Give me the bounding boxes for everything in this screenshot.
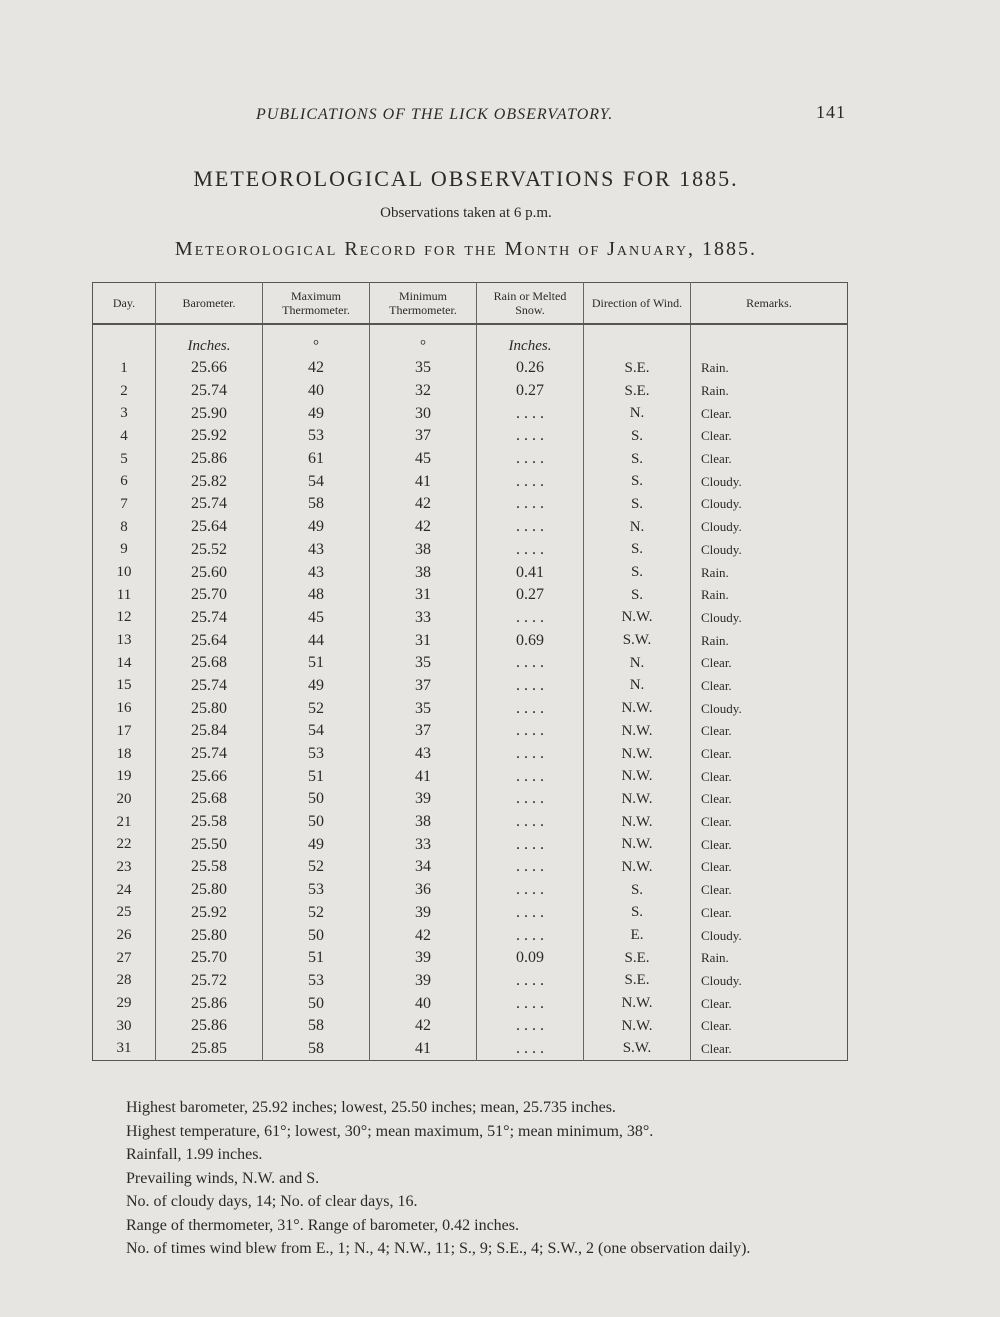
wind-direction-cell: S. — [584, 879, 691, 902]
wind-direction-cell: N.W. — [584, 697, 691, 720]
remarks-cell: Clear. — [691, 833, 848, 856]
day-cell: 20 — [116, 790, 132, 807]
max-temp-cell: 45 — [263, 607, 370, 630]
wind-direction-cell: S. — [584, 448, 691, 471]
rain-cell: 0.27 — [477, 380, 584, 403]
table-body — [93, 324, 848, 1061]
remarks-cell: Cloudy. — [691, 970, 848, 993]
remarks-cell: Clear. — [691, 879, 848, 902]
min-temp-cell: 45 — [370, 448, 477, 471]
max-temp-cell: 50 — [263, 992, 370, 1015]
remarks-cell: Rain. — [691, 584, 848, 607]
rain-cell: . . . . — [477, 879, 584, 902]
column-header-remarks: Remarks. — [691, 283, 848, 325]
table-row — [93, 879, 848, 902]
min-temp-cell: 37 — [370, 425, 477, 448]
summary-line: No. of times wind blew from E., 1; N., 4; N.W., 11; S., 9; S.E., 4; S.W., 2 (one observation daily). — [126, 1240, 751, 1257]
barometer-cell: 25.74 — [156, 675, 263, 698]
max-temp-cell: 54 — [263, 470, 370, 493]
rain-cell: . . . . — [477, 720, 584, 743]
day-cell: 24 — [116, 881, 132, 898]
remarks-cell: Rain. — [691, 357, 848, 380]
remarks-cell: Cloudy. — [691, 493, 848, 516]
rain-cell: 0.27 — [477, 584, 584, 607]
table-row — [93, 539, 848, 562]
page-subtitle: Observations taken at 6 p.m. — [380, 205, 552, 221]
wind-direction-cell: S. — [584, 493, 691, 516]
unit-cell-rain: Inches. — [477, 324, 584, 357]
barometer-cell: 25.84 — [156, 720, 263, 743]
min-temp-cell: 31 — [370, 629, 477, 652]
wind-direction-cell: S.W. — [584, 1038, 691, 1061]
max-temp-cell: 51 — [263, 652, 370, 675]
wind-direction-cell: S. — [584, 902, 691, 925]
remarks-cell: Clear. — [691, 811, 848, 834]
min-temp-cell: 42 — [370, 493, 477, 516]
barometer-cell: 25.60 — [156, 561, 263, 584]
wind-direction-cell: N. — [584, 516, 691, 539]
min-temp-cell: 32 — [370, 380, 477, 403]
table-row — [93, 743, 848, 766]
max-temp-cell: 48 — [263, 584, 370, 607]
barometer-cell: 25.66 — [156, 765, 263, 788]
day-cell: 22 — [116, 836, 132, 853]
wind-direction-cell: S.E. — [584, 380, 691, 403]
barometer-cell: 25.80 — [156, 924, 263, 947]
unit-cell-min: ° — [370, 324, 477, 357]
remarks-cell: Clear. — [691, 652, 848, 675]
wind-direction-cell: N.W. — [584, 856, 691, 879]
table-row — [93, 607, 848, 630]
table-row — [93, 924, 848, 947]
max-temp-cell: 61 — [263, 448, 370, 471]
rain-cell: . . . . — [477, 448, 584, 471]
summary-line: Rainfall, 1.99 inches. — [126, 1146, 263, 1163]
remarks-cell: Rain. — [691, 947, 848, 970]
record-title: Meteorological Record for the Month of January, 1885. — [174, 238, 758, 260]
column-header-day: Day. — [93, 283, 156, 325]
wind-direction-cell: S. — [584, 425, 691, 448]
day-cell: 23 — [116, 858, 132, 875]
unit-cell-day — [93, 324, 156, 357]
day-cell: 26 — [116, 927, 132, 944]
wind-direction-cell: S. — [584, 539, 691, 562]
remarks-cell: Clear. — [691, 902, 848, 925]
barometer-cell: 25.70 — [156, 584, 263, 607]
min-temp-cell: 33 — [370, 607, 477, 630]
max-temp-cell: 53 — [263, 425, 370, 448]
remarks-cell: Cloudy. — [691, 607, 848, 630]
wind-direction-cell: S. — [584, 584, 691, 607]
table-row — [93, 448, 848, 471]
min-temp-cell: 35 — [370, 357, 477, 380]
rain-cell: . . . . — [477, 607, 584, 630]
day-cell: 27 — [116, 949, 132, 966]
remarks-cell: Cloudy. — [691, 697, 848, 720]
day-cell: 19 — [116, 768, 132, 785]
barometer-cell: 25.74 — [156, 743, 263, 766]
max-temp-cell: 49 — [263, 516, 370, 539]
meteorological-record-table — [92, 282, 848, 1061]
rain-cell: . . . . — [477, 516, 584, 539]
day-cell: 31 — [116, 1040, 132, 1057]
max-temp-cell: 58 — [263, 493, 370, 516]
max-temp-cell: 49 — [263, 675, 370, 698]
min-temp-cell: 42 — [370, 516, 477, 539]
day-cell: 15 — [116, 677, 132, 694]
table-row — [93, 1038, 848, 1061]
summary-line: Prevailing winds, N.W. and S. — [126, 1169, 320, 1187]
summary-line: Highest barometer, 25.92 inches; lowest, 25.50 inches; mean, 25.735 inches. — [126, 1099, 616, 1116]
min-temp-cell: 33 — [370, 833, 477, 856]
table-row — [93, 765, 848, 788]
summary-line: Range of thermometer, 31°. Range of barometer, 0.42 inches. — [126, 1216, 519, 1234]
wind-direction-cell: S. — [584, 561, 691, 584]
table-row — [93, 697, 848, 720]
rain-cell: . . . . — [477, 970, 584, 993]
table-row — [93, 1015, 848, 1038]
max-temp-cell: 51 — [263, 765, 370, 788]
remarks-cell: Clear. — [691, 743, 848, 766]
day-cell: 8 — [120, 518, 128, 535]
min-temp-cell: 41 — [370, 765, 477, 788]
barometer-cell: 25.92 — [156, 902, 263, 925]
remarks-cell: Clear. — [691, 425, 848, 448]
max-temp-cell: 43 — [263, 561, 370, 584]
day-cell: 29 — [116, 995, 132, 1012]
rain-cell: . . . . — [477, 992, 584, 1015]
table-row — [93, 970, 848, 993]
day-cell: 2 — [120, 382, 128, 399]
remarks-cell: Clear. — [691, 448, 848, 471]
unit-cell-remarks — [691, 324, 848, 357]
remarks-cell: Clear. — [691, 402, 848, 425]
max-temp-cell: 44 — [263, 629, 370, 652]
remarks-cell: Cloudy. — [691, 539, 848, 562]
remarks-cell: Clear. — [691, 788, 848, 811]
wind-direction-cell: S. — [584, 470, 691, 493]
wind-direction-cell: S.W. — [584, 629, 691, 652]
rain-cell: . . . . — [477, 652, 584, 675]
table-row — [93, 720, 848, 743]
barometer-cell: 25.66 — [156, 357, 263, 380]
day-cell: 10 — [116, 564, 132, 581]
wind-direction-cell: N. — [584, 652, 691, 675]
min-temp-cell: 31 — [370, 584, 477, 607]
max-temp-cell: 52 — [263, 856, 370, 879]
column-header-wind: Direction of Wind. — [584, 283, 691, 325]
barometer-cell: 25.92 — [156, 425, 263, 448]
wind-direction-cell: N.W. — [584, 765, 691, 788]
max-temp-cell: 58 — [263, 1038, 370, 1061]
day-cell: 25 — [116, 904, 132, 921]
table-row — [93, 675, 848, 698]
day-cell: 11 — [116, 586, 132, 603]
table-row — [93, 947, 848, 970]
barometer-cell: 25.86 — [156, 1015, 263, 1038]
max-temp-cell: 53 — [263, 879, 370, 902]
remarks-cell: Cloudy. — [691, 516, 848, 539]
rain-cell: . . . . — [477, 924, 584, 947]
min-temp-cell: 37 — [370, 675, 477, 698]
wind-direction-cell: N.W. — [584, 788, 691, 811]
barometer-cell: 25.58 — [156, 811, 263, 834]
remarks-cell: Clear. — [691, 765, 848, 788]
min-temp-cell: 39 — [370, 902, 477, 925]
wind-direction-cell: N.W. — [584, 811, 691, 834]
rain-cell: . . . . — [477, 833, 584, 856]
day-cell: 5 — [120, 450, 128, 467]
rain-cell: . . . . — [477, 402, 584, 425]
min-temp-cell: 38 — [370, 561, 477, 584]
barometer-cell: 25.68 — [156, 652, 263, 675]
day-cell: 14 — [116, 654, 132, 671]
remarks-cell: Cloudy. — [691, 924, 848, 947]
table-header-row — [93, 283, 848, 325]
min-temp-cell: 34 — [370, 856, 477, 879]
max-temp-cell: 52 — [263, 697, 370, 720]
barometer-cell: 25.58 — [156, 856, 263, 879]
day-cell: 17 — [116, 722, 132, 739]
barometer-cell: 25.52 — [156, 539, 263, 562]
min-temp-cell: 42 — [370, 1015, 477, 1038]
wind-direction-cell: N.W. — [584, 607, 691, 630]
max-temp-cell: 42 — [263, 357, 370, 380]
rain-cell: . . . . — [477, 493, 584, 516]
day-cell: 7 — [120, 495, 128, 512]
min-temp-cell: 41 — [370, 470, 477, 493]
day-cell: 13 — [116, 632, 132, 649]
min-temp-cell: 36 — [370, 879, 477, 902]
table-row — [93, 402, 848, 425]
wind-direction-cell: N.W. — [584, 743, 691, 766]
page-title: METEOROLOGICAL OBSERVATIONS FOR 1885. — [193, 166, 739, 191]
page-number: 141 — [816, 102, 846, 122]
min-temp-cell: 42 — [370, 924, 477, 947]
table-row — [93, 493, 848, 516]
table-row — [93, 629, 848, 652]
wind-direction-cell: N. — [584, 402, 691, 425]
max-temp-cell: 53 — [263, 743, 370, 766]
rain-cell: . . . . — [477, 470, 584, 493]
max-temp-cell: 50 — [263, 811, 370, 834]
day-cell: 12 — [116, 609, 132, 626]
day-cell: 6 — [120, 473, 128, 490]
unit-cell-barometer: Inches. — [156, 324, 263, 357]
rain-cell: . . . . — [477, 697, 584, 720]
unit-cell-max: ° — [263, 324, 370, 357]
barometer-cell: 25.82 — [156, 470, 263, 493]
max-temp-cell: 58 — [263, 1015, 370, 1038]
barometer-cell: 25.86 — [156, 992, 263, 1015]
max-temp-cell: 50 — [263, 924, 370, 947]
min-temp-cell: 38 — [370, 539, 477, 562]
rain-cell: . . . . — [477, 765, 584, 788]
barometer-cell: 25.74 — [156, 380, 263, 403]
wind-direction-cell: S.E. — [584, 947, 691, 970]
max-temp-cell: 54 — [263, 720, 370, 743]
barometer-cell: 25.90 — [156, 402, 263, 425]
min-temp-cell: 30 — [370, 402, 477, 425]
min-temp-cell: 41 — [370, 1038, 477, 1061]
table-row — [93, 380, 848, 403]
table-row — [93, 652, 848, 675]
remarks-cell: Clear. — [691, 720, 848, 743]
remarks-cell: Cloudy. — [691, 470, 848, 493]
barometer-cell: 25.64 — [156, 629, 263, 652]
rain-cell: . . . . — [477, 856, 584, 879]
day-cell: 16 — [116, 700, 132, 717]
barometer-cell: 25.50 — [156, 833, 263, 856]
min-temp-cell: 39 — [370, 970, 477, 993]
rain-cell: . . . . — [477, 675, 584, 698]
rain-cell: 0.41 — [477, 561, 584, 584]
table-row — [93, 811, 848, 834]
max-temp-cell: 51 — [263, 947, 370, 970]
barometer-cell: 25.80 — [156, 879, 263, 902]
min-temp-cell: 39 — [370, 788, 477, 811]
rain-cell: . . . . — [477, 811, 584, 834]
barometer-cell: 25.72 — [156, 970, 263, 993]
barometer-cell: 25.64 — [156, 516, 263, 539]
wind-direction-cell: S.E. — [584, 970, 691, 993]
rain-cell: . . . . — [477, 743, 584, 766]
min-temp-cell: 38 — [370, 811, 477, 834]
rain-cell: 0.69 — [477, 629, 584, 652]
wind-direction-cell: N. — [584, 675, 691, 698]
day-cell: 4 — [120, 427, 128, 444]
table-row — [93, 425, 848, 448]
barometer-cell: 25.68 — [156, 788, 263, 811]
column-header-barometer: Barometer. — [156, 283, 263, 325]
barometer-cell: 25.74 — [156, 493, 263, 516]
min-temp-cell: 43 — [370, 743, 477, 766]
summary-line: No. of cloudy days, 14; No. of clear days, 16. — [126, 1193, 418, 1210]
max-temp-cell: 53 — [263, 970, 370, 993]
remarks-cell: Clear. — [691, 992, 848, 1015]
summary-line: Highest temperature, 61°; lowest, 30°; mean maximum, 51°; mean minimum, 38°. — [126, 1122, 654, 1140]
barometer-cell: 25.86 — [156, 448, 263, 471]
table-row — [93, 561, 848, 584]
table-row — [93, 902, 848, 925]
max-temp-cell: 40 — [263, 380, 370, 403]
table-row — [93, 856, 848, 879]
rain-cell: . . . . — [477, 788, 584, 811]
wind-direction-cell: N.W. — [584, 992, 691, 1015]
barometer-cell: 25.80 — [156, 697, 263, 720]
remarks-cell: Clear. — [691, 1038, 848, 1061]
barometer-cell: 25.70 — [156, 947, 263, 970]
table-row — [93, 833, 848, 856]
min-temp-cell: 40 — [370, 992, 477, 1015]
wind-direction-cell: N.W. — [584, 720, 691, 743]
max-temp-cell: 52 — [263, 902, 370, 925]
day-cell: 30 — [116, 1017, 132, 1034]
min-temp-cell: 35 — [370, 697, 477, 720]
min-temp-cell: 39 — [370, 947, 477, 970]
table-row — [93, 470, 848, 493]
day-cell: 1 — [120, 359, 128, 376]
running-head: PUBLICATIONS OF THE LICK OBSERVATORY. — [256, 106, 614, 123]
barometer-cell: 25.74 — [156, 607, 263, 630]
max-temp-cell: 50 — [263, 788, 370, 811]
column-header-max-thermometer: Maximum Thermometer. — [263, 283, 370, 325]
wind-direction-cell: S.E. — [584, 357, 691, 380]
remarks-cell: Clear. — [691, 1015, 848, 1038]
max-temp-cell: 49 — [263, 833, 370, 856]
column-header-rain: Rain or Melted Snow. — [477, 283, 584, 325]
units-row — [93, 324, 848, 357]
min-temp-cell: 37 — [370, 720, 477, 743]
day-cell: 28 — [116, 972, 132, 989]
barometer-cell: 25.85 — [156, 1038, 263, 1061]
unit-cell-wind — [584, 324, 691, 357]
day-cell: 9 — [120, 541, 128, 558]
day-cell: 21 — [116, 813, 132, 830]
rain-cell: . . . . — [477, 1038, 584, 1061]
wind-direction-cell: N.W. — [584, 833, 691, 856]
column-header-min-thermometer: Minimum Thermometer. — [370, 283, 477, 325]
rain-cell: . . . . — [477, 1015, 584, 1038]
day-cell: 3 — [120, 405, 128, 422]
summary-block — [126, 1096, 886, 1261]
max-temp-cell: 43 — [263, 539, 370, 562]
remarks-cell: Rain. — [691, 629, 848, 652]
remarks-cell: Clear. — [691, 856, 848, 879]
rain-cell: . . . . — [477, 902, 584, 925]
rain-cell: . . . . — [477, 425, 584, 448]
wind-direction-cell: N.W. — [584, 1015, 691, 1038]
max-temp-cell: 49 — [263, 402, 370, 425]
table-row — [93, 357, 848, 380]
wind-direction-cell: E. — [584, 924, 691, 947]
table-row — [93, 788, 848, 811]
table-row — [93, 992, 848, 1015]
table-row — [93, 516, 848, 539]
remarks-cell: Rain. — [691, 380, 848, 403]
table-row — [93, 584, 848, 607]
remarks-cell: Rain. — [691, 561, 848, 584]
rain-cell: . . . . — [477, 539, 584, 562]
remarks-cell: Clear. — [691, 675, 848, 698]
min-temp-cell: 35 — [370, 652, 477, 675]
rain-cell: 0.26 — [477, 357, 584, 380]
day-cell: 18 — [116, 745, 132, 762]
rain-cell: 0.09 — [477, 947, 584, 970]
